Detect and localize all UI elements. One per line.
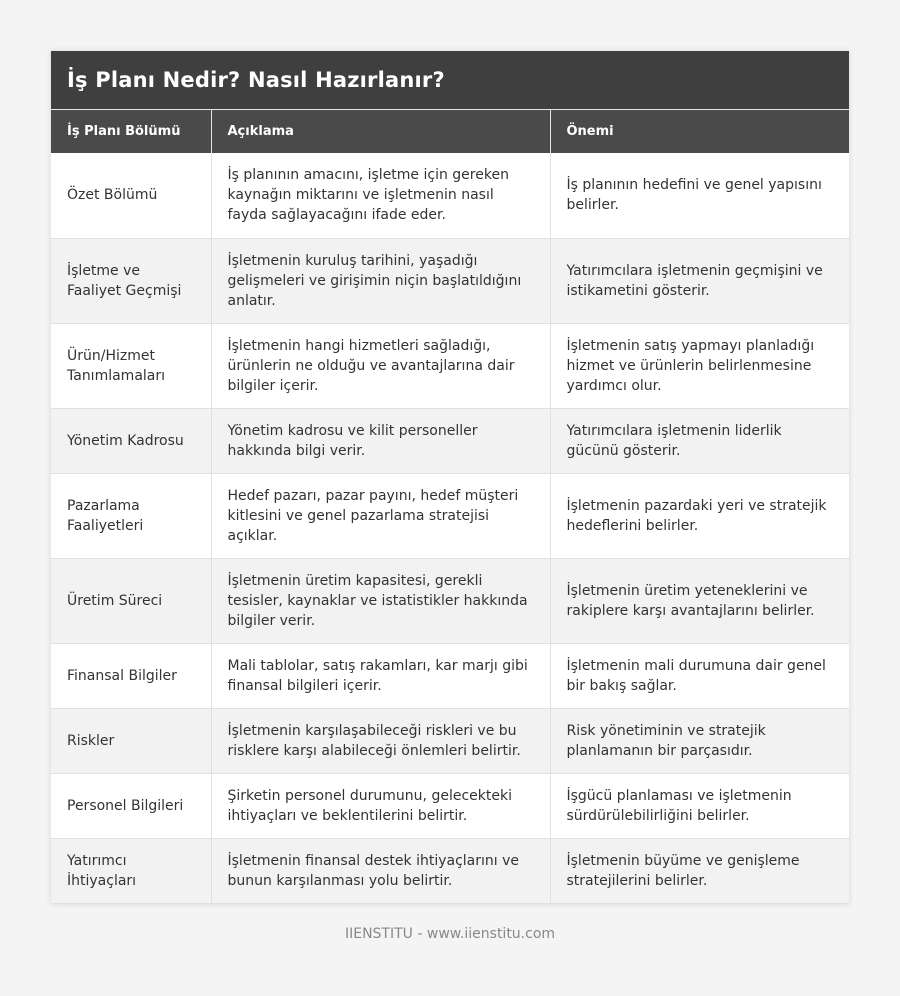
cell-section: Finansal Bilgiler [51, 643, 211, 708]
cell-section: Özet Bölümü [51, 153, 211, 238]
cell-section: Riskler [51, 708, 211, 773]
cell-importance: İşletmenin mali durumuna dair genel bir bakış sağlar. [550, 643, 849, 708]
table-row [51, 558, 849, 643]
table-card [51, 51, 849, 904]
cell-description: İş planının amacını, işletme için gereken kaynağın miktarını ve işletmenin nasıl fayda sağlayacağını ifade eder. [211, 153, 550, 238]
column-header-description: Açıklama [211, 110, 550, 154]
cell-importance: İşletmenin üretim yeteneklerini ve rakiplere karşı avantajlarını belirler. [550, 558, 849, 643]
column-header-importance: Önemi [550, 110, 849, 154]
table-row [51, 838, 849, 903]
table-row [51, 153, 849, 238]
table-row [51, 643, 849, 708]
cell-importance: İş planının hedefini ve genel yapısını belirler. [550, 153, 849, 238]
cell-importance: Risk yönetiminin ve stratejik planlamanın bir parçasıdır. [550, 708, 849, 773]
footer-credit: IIENSTITU - www.iienstitu.com [344, 926, 556, 942]
business-plan-table [51, 109, 849, 904]
table-row [51, 323, 849, 408]
cell-section: Üretim Süreci [51, 558, 211, 643]
cell-description: İşletmenin finansal destek ihtiyaçlarını ve bunun karşılanması yolu belirtir. [211, 838, 550, 903]
cell-description: İşletmenin üretim kapasitesi, gerekli tesisler, kaynaklar ve istatistikler hakkında bilgiler verir. [211, 558, 550, 643]
cell-description: Hedef pazarı, pazar payını, hedef müşteri kitlesini ve genel pazarlama stratejisi açıklar. [211, 473, 550, 558]
table-row [51, 473, 849, 558]
cell-importance: Yatırımcılara işletmenin liderlik gücünü gösterir. [550, 408, 849, 473]
cell-description: İşletmenin hangi hizmetleri sağladığı, ürünlerin ne olduğu ve avantajlarına dair bilgiler içerir. [211, 323, 550, 408]
cell-section: Yönetim Kadrosu [51, 408, 211, 473]
cell-importance: İşletmenin büyüme ve genişleme stratejilerini belirler. [550, 838, 849, 903]
column-header-section: İş Planı Bölümü [51, 110, 211, 154]
cell-importance: İşletmenin pazardaki yeri ve stratejik hedeflerini belirler. [550, 473, 849, 558]
cell-importance: İşletmenin satış yapmayı planladığı hizmet ve ürünlerin belirlenmesine yardımcı olur. [550, 323, 849, 408]
cell-description: İşletmenin karşılaşabileceği riskleri ve bu risklere karşı alabileceği önlemleri belirtir. [211, 708, 550, 773]
cell-description: Yönetim kadrosu ve kilit personeller hakkında bilgi verir. [211, 408, 550, 473]
table-header-row [51, 110, 849, 154]
cell-description: Şirketin personel durumunu, gelecekteki ihtiyaçları ve beklentilerini belirtir. [211, 773, 550, 838]
table-row [51, 408, 849, 473]
cell-section: İşletme ve Faaliyet Geçmişi [51, 238, 211, 323]
table-row [51, 708, 849, 773]
cell-description: İşletmenin kuruluş tarihini, yaşadığı gelişmeleri ve girişimin niçin başlatıldığını anlatır. [211, 238, 550, 323]
cell-section: Ürün/Hizmet Tanımlamaları [51, 323, 211, 408]
cell-section: Pazarlama Faaliyetleri [51, 473, 211, 558]
cell-section: Yatırımcı İhtiyaçları [51, 838, 211, 903]
table-row [51, 238, 849, 323]
page-title: İş Planı Nedir? Nasıl Hazırlanır? [51, 51, 849, 109]
cell-importance: İşgücü planlaması ve işletmenin sürdürülebilirliğini belirler. [550, 773, 849, 838]
cell-section: Personel Bilgileri [51, 773, 211, 838]
cell-description: Mali tablolar, satış rakamları, kar marjı gibi finansal bilgileri içerir. [211, 643, 550, 708]
cell-importance: Yatırımcılara işletmenin geçmişini ve istikametini gösterir. [550, 238, 849, 323]
table-row [51, 773, 849, 838]
